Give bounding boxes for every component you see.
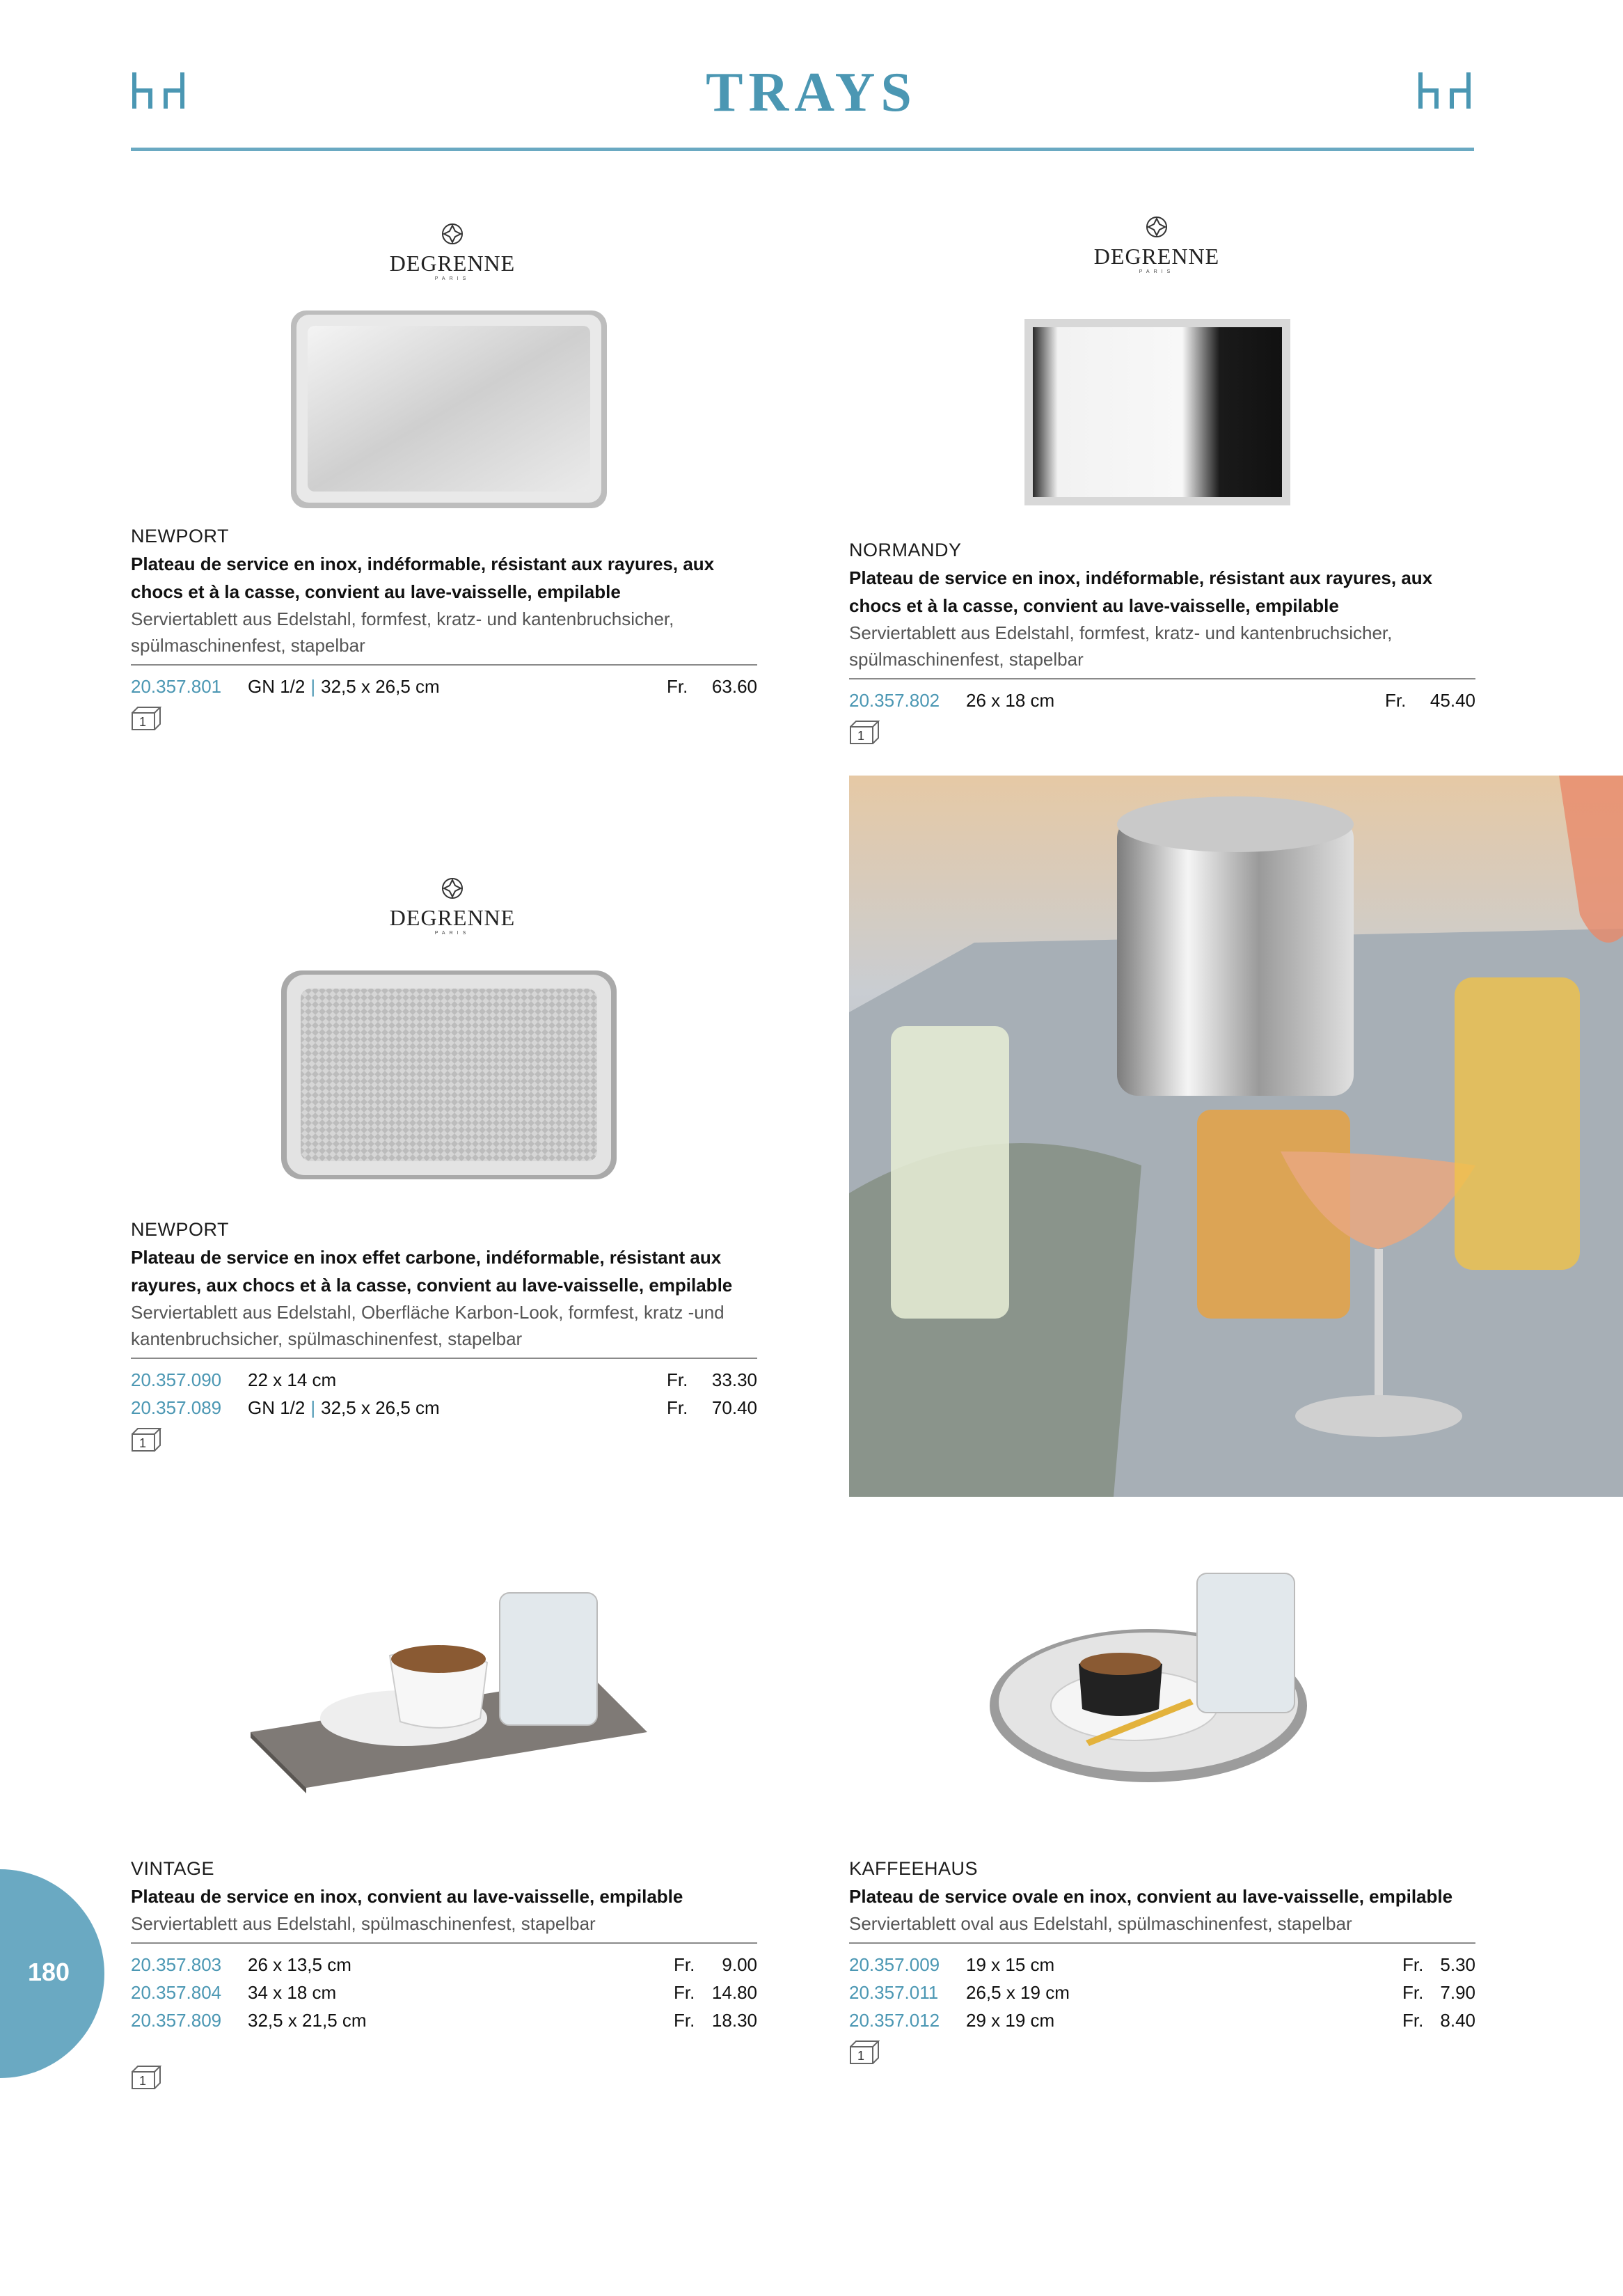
pack-qty: 1 [139,1436,147,1450]
product-name: NEWPORT [131,1219,230,1240]
article-price: 33.30 [711,1369,757,1390]
degrenne-logo [348,221,557,281]
product-name: VINTAGE [131,1858,215,1879]
degrenne-emblem-icon [440,876,465,901]
product-desc-de: Serviertablett oval aus Edelstahl, spülmaschinenfest, stapelbar [849,1913,1352,1934]
article-price: 7.90 [1440,1982,1475,2003]
pack-qty: 1 [139,2074,147,2088]
currency-label: Fr. [674,1982,695,2003]
newport-tray-image [285,305,612,514]
price-row [849,686,1475,714]
currency-label: Fr. [1402,1954,1424,1975]
article-price: 70.40 [711,1397,757,1418]
currency-label: Fr. [1402,2010,1424,2031]
vintage-tray-image [237,1579,654,1802]
product-desc-fr: Plateau de service en inox, indéformable, résistant aux rayures, aux chocs et à la casse, convient au lave-vaisselle, empilable [849,567,1433,616]
article-code: 20.357.090 [131,1369,222,1390]
article-size: 29 x 19 cm [966,2010,1055,2031]
article-price: 9.00 [722,1954,757,1975]
article-code: 20.357.809 [131,2010,222,2031]
product-divider [131,1358,757,1359]
product-name: KAFFEEHAUS [849,1858,979,1879]
product-vintage [131,1855,757,2093]
lifestyle-photo [849,776,1623,1497]
product-newport-1 [131,522,757,734]
product-divider [131,664,757,666]
pack-box-icon [849,720,880,745]
article-price: 45.40 [1430,690,1475,711]
price-row [131,1951,757,1979]
degrenne-emblem-icon [1144,214,1169,239]
pack-box-icon [131,1427,161,1452]
product-normandy [849,536,1475,748]
pack-qty: 1 [857,729,865,743]
price-row [131,1979,757,2006]
article-size: 34 x 18 cm [248,1982,337,2003]
article-price: 63.60 [711,676,757,697]
degrenne-logo [1052,214,1261,274]
product-desc-fr: Plateau de service en inox, indéformable, résistant aux rayures, aux chocs et à la casse, convient au lave-vaisselle, empilable [131,553,715,602]
price-row [849,1979,1475,2006]
currency-label: Fr. [1402,1982,1424,2003]
currency-label: Fr. [667,1397,688,1418]
kaffeehaus-tray-image [981,1559,1308,1796]
price-row [131,1394,757,1422]
article-size: 32,5 x 21,5 cm [248,2010,367,2031]
article-code: 20.357.089 [131,1397,222,1418]
article-price: 14.80 [711,1982,757,2003]
product-divider [849,678,1475,679]
hd-logo-right [1417,71,1474,110]
article-size: 19 x 15 cm [966,1954,1055,1975]
article-size: GN 1/2 | 32,5 x 26,5 cm [248,676,440,697]
pack-qty: 1 [139,715,147,729]
degrenne-logo [348,876,557,936]
price-row [849,2006,1475,2034]
page-title: TRAYS [706,62,917,123]
currency-label: Fr. [667,676,688,697]
product-desc-de: Serviertablett aus Edelstahl, Oberfläche Karbon-Look, formfest, kratz -und kantenbruchsicher, spülmaschinenfest, stapelbar [131,1302,725,1349]
degrenne-emblem-icon [440,221,465,246]
product-divider [131,1942,757,1944]
article-size: GN 1/2 | 32,5 x 26,5 cm [248,1397,440,1418]
normandy-tray-image [1022,316,1293,508]
product-name: NORMANDY [849,540,962,560]
product-desc-de: Serviertablett aus Edelstahl, spülmaschinenfest, stapelbar [131,1913,596,1934]
currency-label: Fr. [674,1954,695,1975]
article-code: 20.357.009 [849,1954,940,1975]
product-desc-de: Serviertablett aus Edelstahl, formfest, kratz- und kantenbruchsicher, spülmaschinenfest, stapelbar [849,622,1393,670]
product-kaffeehaus [849,1855,1475,2068]
article-size: 22 x 14 cm [248,1369,337,1390]
article-price: 8.40 [1440,2010,1475,2031]
brand-sub: PARIS [1139,269,1175,274]
price-row [131,2006,757,2034]
product-divider [849,1942,1475,1944]
article-code: 20.357.803 [131,1954,222,1975]
product-name: NEWPORT [131,526,230,547]
page-number: 180 [28,1958,70,1986]
article-code: 20.357.011 [849,1982,939,2003]
product-desc-fr: Plateau de service ovale en inox, convient au lave-vaisselle, empilable [849,1886,1453,1907]
pack-box-icon [131,2065,161,2090]
price-row [849,1951,1475,1979]
pack-box-icon [849,2040,880,2065]
brand-name: DEGRENNE [1093,244,1220,269]
currency-label: Fr. [1385,690,1407,711]
article-code: 20.357.802 [849,690,940,711]
article-price: 18.30 [711,2010,757,2031]
product-desc-fr: Plateau de service en inox effet carbone, indéformable, résistant aux rayures, aux chocs et à la casse, convient au lave-vaisselle, empilable [131,1247,733,1296]
article-code: 20.357.804 [131,1982,222,2003]
article-size: 26 x 18 cm [966,690,1055,711]
brand-sub: PARIS [434,931,470,936]
currency-label: Fr. [674,2010,695,2031]
brand-sub: PARIS [434,276,470,281]
header-divider [131,148,1474,151]
price-row [131,673,757,700]
newport-carbon-tray-image [277,966,621,1184]
pack-box-icon [131,706,161,731]
product-desc-de: Serviertablett aus Edelstahl, formfest, kratz- und kantenbruchsicher, spülmaschinenfest, stapelbar [131,608,674,656]
article-code: 20.357.012 [849,2010,940,2031]
article-code: 20.357.801 [131,676,222,697]
price-row [131,1366,757,1394]
article-size: 26 x 13,5 cm [248,1954,351,1975]
product-newport-carbon [131,1216,757,1456]
brand-name: DEGRENNE [389,251,516,276]
article-price: 5.30 [1440,1954,1475,1975]
article-size: 26,5 x 19 cm [966,1982,1070,2003]
product-desc-fr: Plateau de service en inox, convient au lave-vaisselle, empilable [131,1886,683,1907]
pack-qty: 1 [857,2049,865,2063]
brand-name: DEGRENNE [389,905,516,930]
currency-label: Fr. [667,1369,688,1390]
